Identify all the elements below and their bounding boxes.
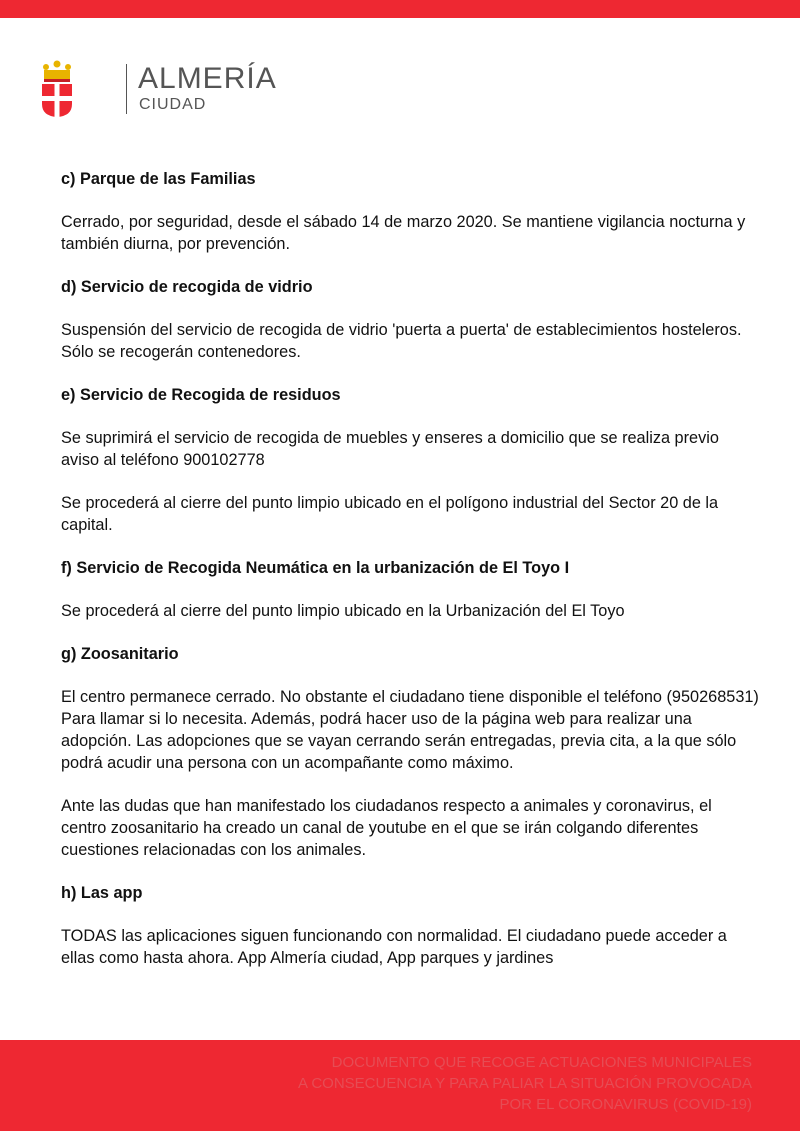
paragraph: Cerrado, por seguridad, desde el sábado 14 de marzo 2020. Se mantiene vigilancia nocturna y también diurna, por prevención. xyxy=(61,213,746,253)
document-body xyxy=(61,168,761,990)
section-title: c) Parque de las Familias xyxy=(61,170,256,188)
section-title: e) Servicio de Recogida de residuos xyxy=(61,386,341,404)
paragraph: Ante las dudas que han manifestado los ciudadanos respecto a animales y coronavirus, el centro zoosanitario ha creado un canal de youtube en el que se irán colgando diferentes cuestiones relacionadas con los animales. xyxy=(61,797,712,859)
logo-name: ALMERÍA xyxy=(138,62,277,95)
paragraph: TODAS las aplicaciones siguen funcionando con normalidad. El ciudadano puede acceder a ellas como hasta ahora. App Almería ciudad, App parques y jardines xyxy=(61,927,727,967)
top-red-band xyxy=(0,0,800,18)
section-title: d) Servicio de recogida de vidrio xyxy=(61,278,313,296)
logo-divider xyxy=(126,64,127,114)
coat-of-arms-icon xyxy=(38,60,76,118)
paragraph: Suspensión del servicio de recogida de vidrio 'puerta a puerta' de establecimientos hosteleros. Sólo se recogerán contenedores. xyxy=(61,321,742,361)
paragraph: Se procederá al cierre del punto limpio ubicado en la Urbanización del El Toyo xyxy=(61,602,625,620)
footer-red-band xyxy=(0,1040,800,1131)
section-title: f) Servicio de Recogida Neumática en la urbanización de El Toyo I xyxy=(61,559,570,577)
section-title: g) Zoosanitario xyxy=(61,645,179,663)
paragraph: Se suprimirá el servicio de recogida de muebles y enseres a domicilio que se realiza previo aviso al teléfono 900102778 xyxy=(61,429,719,469)
section-las-app xyxy=(61,882,761,969)
logo-subtitle: CIUDAD xyxy=(139,96,207,113)
paragraph: Se procederá al cierre del punto limpio ubicado en el polígono industrial del Sector 20 de la capital. xyxy=(61,494,719,534)
section-recogida-residuos xyxy=(61,384,761,536)
paragraph: El centro permanece cerrado. No obstante el ciudadano tiene disponible el teléfono (950268531) Para llamar si lo necesita. Además, podrá hacer uso de la página web para realizar una adopción. Las adopciones que se vayan cerrando serán entregadas, previa cita, a la que sólo podrá acudir una persona con un acompañante como máximo. xyxy=(61,688,759,772)
section-recogida-neumatica xyxy=(61,557,761,622)
footer-caption: DOCUMENTO QUE RECOGE ACTUACIONES MUNICIPALES A CONSECUENCIA Y PARA PALIAR LA SITUACIÓN PROVOCADA POR EL CORONAVIRUS (COVID-19) xyxy=(297,1054,752,1113)
section-title: h) Las app xyxy=(61,884,143,902)
section-parque-familias xyxy=(61,168,761,255)
section-recogida-vidrio xyxy=(61,276,761,363)
section-zoosanitario xyxy=(61,643,761,861)
